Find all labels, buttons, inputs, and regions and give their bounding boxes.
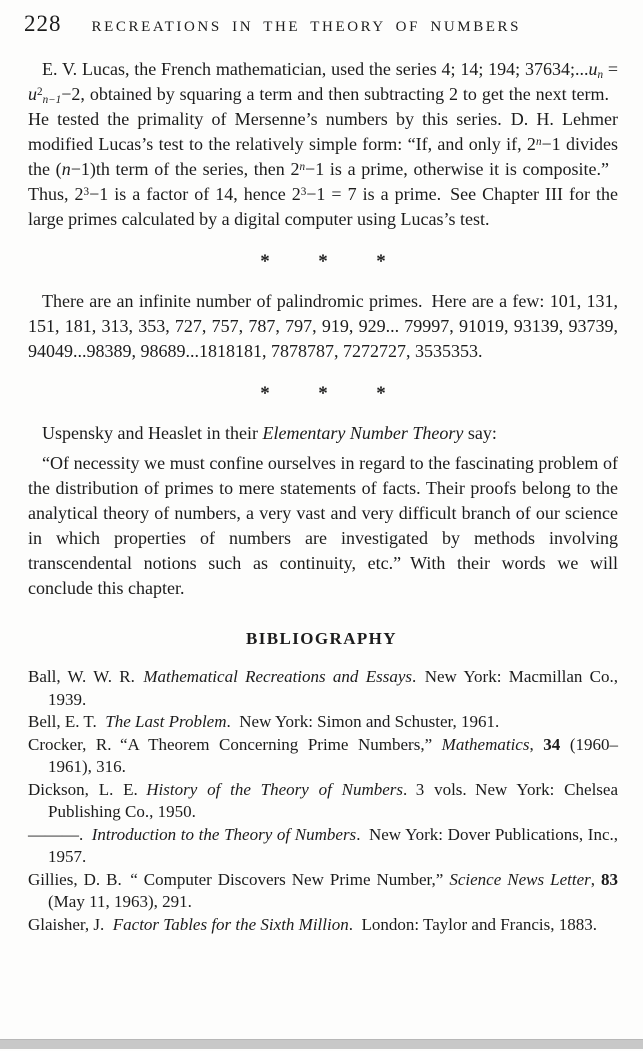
page-number: 228 — [24, 11, 62, 36]
bibliography-heading: BIBLIOGRAPHY — [246, 629, 397, 648]
bib-entry-glaisher: Glaisher, J. Factor Tables for the Sixth Million. London: Taylor and Francis, 1883. — [28, 914, 598, 934]
bib-entry-bell: Bell, E. T. The Last Problem. New York: Simon and Schuster, 1961. — [28, 712, 500, 731]
bib-entry-dickson-history: Dickson, L. E. History of the Theory of Numbers. 3 vols. New York: Chelsea Publishing Co., 1950. — [28, 779, 618, 821]
section-separator-2: * * * — [260, 383, 386, 404]
paragraph-uspensky-quote: “Of necessity we must confine ourselves in regard to the fascinating problem of the distribution of primes to mere statements of facts. Their proofs belong to the analytical theory of numbers, a very vast and very difficult branch of our science in which properties of numbers are investigated by methods involving transcendental notions such as continuity, etc.” With their words we will conclude this chapter. — [28, 453, 618, 598]
page-body — [28, 57, 618, 601]
bib-entry-dickson-introduction: ———. Introduction to the Theory of Numbers. New York: Dover Publications, Inc., 1957. — [28, 824, 618, 866]
running-title: RECREATIONS IN THE THEORY OF NUMBERS — [91, 19, 522, 35]
paragraph-lucas-series: E. V. Lucas, the French mathematician, used the series 4; 14; 194; 37634;...un = $u^2n-1-2$, obtained by squaring a term and then subtracting 2 to get the next term. He tested the primality of Mersenne’s numbers by this series. D. H. Lehmer modified Lucas’s test to the relatively simple form: “If, and only if, $2^n-1$ divides the (n−1)th term of the series, then $2^n-1$ is a prime, otherwise it is composite.” Thus, $2^3-1$ is a factor of 14, hence $2^3-1 = 7$ is a prime. See Chapter III for the large primes calculated by a digital computer using Lucas’s test. — [28, 59, 619, 229]
page-header — [0, 0, 643, 37]
bib-entry-gillies: Gillies, D. B. “ Computer Discovers New Prime Number,” Science News Letter, 83 (May 11, 1963), 291. — [28, 869, 619, 911]
section-separator-1: * * * — [260, 251, 386, 272]
bib-entry-ball: Ball, W. W. R. Mathematical Recreations and Essays. New York: Macmillan Co., 1939. — [28, 667, 618, 709]
paragraph-uspensky-intro: Uspensky and Heaslet in their Elementary Number Theory say: — [42, 423, 497, 443]
scan-bottom-edge — [0, 1039, 643, 1049]
bib-entry-crocker: Crocker, R. “A Theorem Concerning Prime Numbers,” Mathematics, 34 (1960–1961), 316. — [28, 734, 618, 776]
paragraph-palindromic-primes: There are an infinite number of palindromic primes. Here are a few: 101, 131, 151, 181, 313, 353, 727, 757, 787, 797, 919, 929... 79997, 91019, 93139, 93739, 94049...98389, 98689...1818181, 7878787, 7272727, 3535353. — [28, 291, 618, 361]
bibliography-list — [28, 666, 618, 936]
